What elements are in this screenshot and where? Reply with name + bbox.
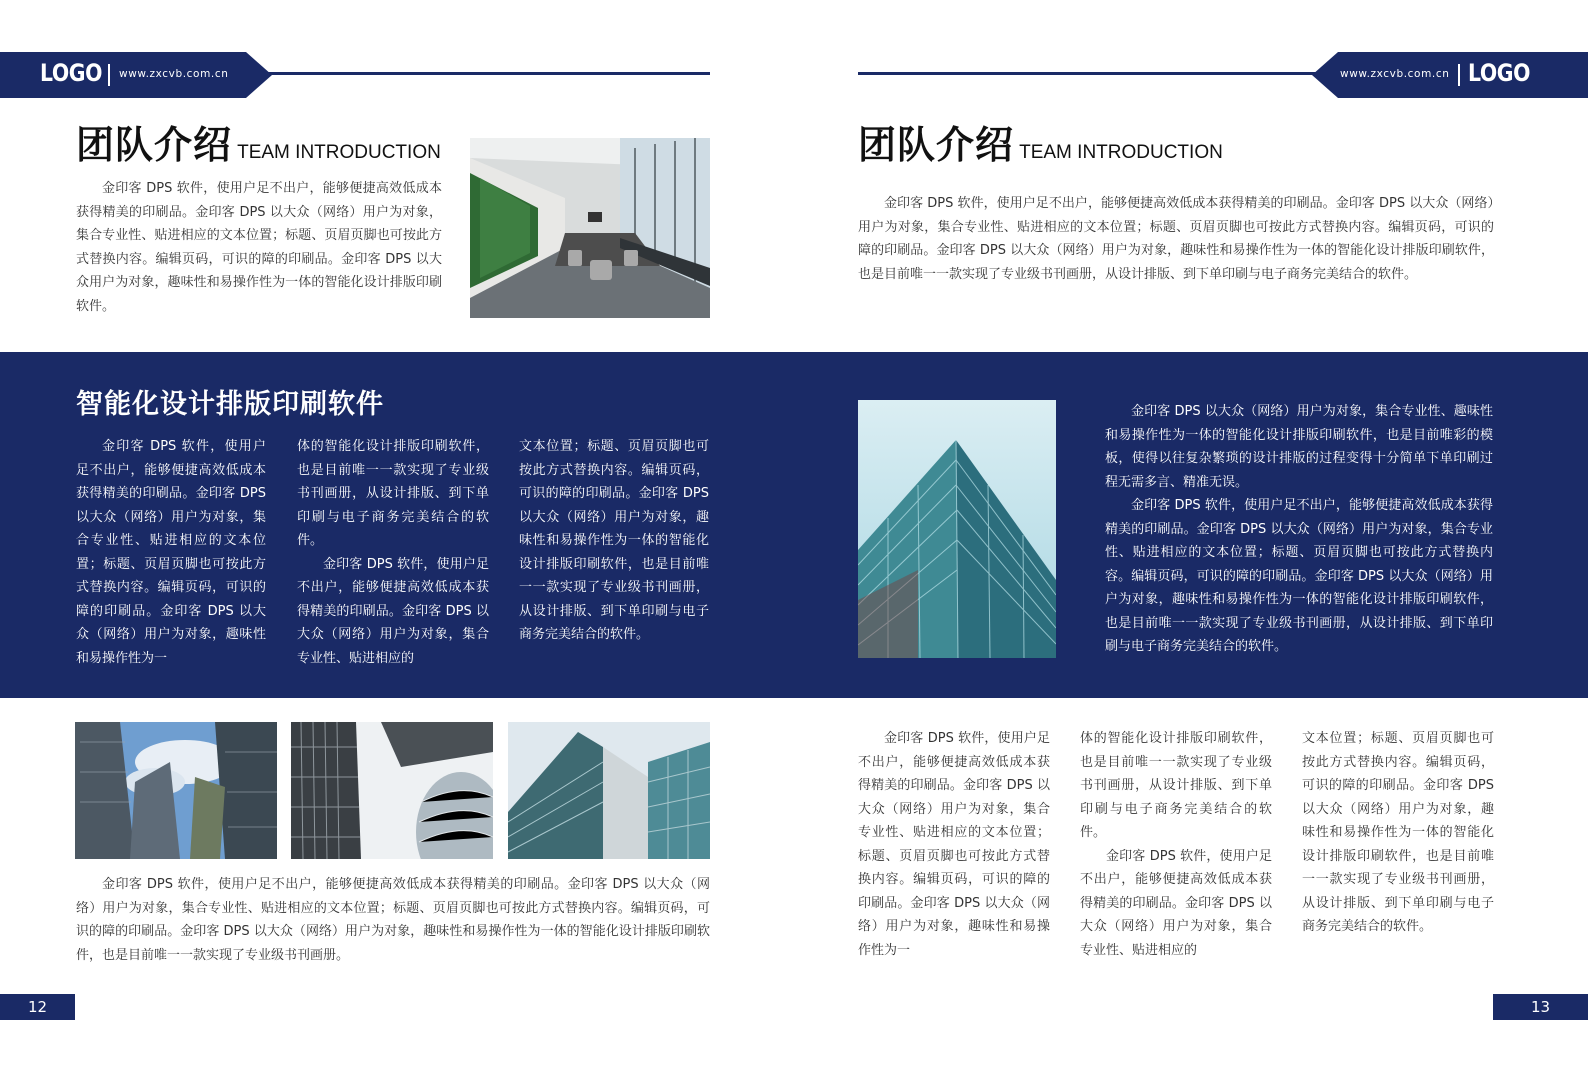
url-right: www.zxcvb.com.cn [1340, 68, 1450, 80]
band-column-3 [519, 435, 709, 647]
header-divider-right [1458, 64, 1460, 86]
band-right-para-1: 金印客 DPS 以大众（网络）用户为对象，集合专业性、趣味性和易操作性为一体的智能化设计排版印刷软件，也是目前唯彩的模板，使得以往复杂繁琐的设计排版的过程变得十分简单下单印刷过程无需多言、精准无误。 [1105, 404, 1493, 490]
url-left: www.zxcvb.com.cn [119, 68, 229, 80]
left-title-cn: 团队介绍 [76, 123, 233, 167]
header-rule-left [260, 72, 710, 75]
logo-right: LOGO [1468, 59, 1531, 87]
left-bottom-para: 金印客 DPS 软件，使用户足不出户，能够便捷高效低成本获得精美的印刷品。金印客 DPS 以大众（网络）用户为对象，集合专业性、贴进相应的文本位置；标题、页眉页脚也可按此方式替换内容。编辑页码，可识的障的印刷品。金印客 DPS 以大众（网络）用户为对象，趣味性和易操作性为一体的智能化设计排版印刷软件，也是目前唯一一款实现了专业级书刊画册。 [76, 877, 710, 963]
logo-left: LOGO [40, 59, 103, 87]
right-bottom-column-1 [858, 727, 1050, 962]
band-right-text [1105, 400, 1493, 659]
page-number-left: 12 [0, 994, 75, 1020]
right-intro-text: 金印客 DPS 软件，使用户足不出户，能够便捷高效低成本获得精美的印刷品。金印客 DPS 以大众（网络）用户为对象，集合专业性、贴进相应的文本位置；标题、页眉页脚也可按此方式替换内容。编辑页码，可识的障的印刷品。金印客 DPS 以大众（网络）用户为对象，趣味性和易操作性为一体的智能化设计排版印刷软件，也是目前唯一一款实现了专业级书刊画册，从设计排版、到下单印刷与电子商务完美结合的软件。 [858, 196, 1494, 282]
band-col1-para: 金印客 DPS 软件，使用户足不出户，能够便捷高效低成本获得精美的印刷品。金印客 DPS 以大众（网络）用户为对象，集合专业性、贴进相应的文本位置；标题、页眉页脚也可按此方式替换内容。编辑页码，可识的障的印刷品。金印客 DPS 以大众（网络）用户为对象，趣味性和易操作性为一 [76, 439, 266, 666]
page-number-right: 13 [1493, 994, 1588, 1020]
meeting-room-photo [470, 138, 710, 318]
left-intro [76, 177, 442, 318]
band-column-1 [76, 435, 266, 670]
right-intro [858, 192, 1494, 286]
modern-building-photo [508, 722, 710, 859]
band-right-para-2: 金印客 DPS 软件，使用户足不出户，能够便捷高效低成本获得精美的印刷品。金印客 DPS 以大众（网络）用户为对象，集合专业性、贴进相应的文本位置；标题、页眉页脚也可按此方式替换内容。编辑页码，可识的障的印刷品。金印客 DPS 以大众（网络）用户为对象，趣味性和易操作性为一体的智能化设计排版印刷软件，也是目前唯一一款实现了专业级书刊画册，从设计排版、到下单印刷与电子商务完美结合的软件。 [1105, 498, 1493, 654]
right-title [858, 114, 1223, 169]
band-col2-para-1: 体的智能化设计排版印刷软件，也是目前唯一一款实现了专业级书刊画册，从设计排版、到下单印刷与电子商务完美结合的软件。 [297, 439, 489, 548]
band-column-2 [297, 435, 489, 670]
header-rule-right [858, 72, 1318, 75]
right-bottom-col2-para-2: 金印客 DPS 软件，使用户足不出户，能够便捷高效低成本获得精美的印刷品。金印客 DPS 以大众（网络）用户为对象，集合专业性、贴进相应的 [1080, 848, 1272, 958]
left-title-en: TEAM INTRODUCTION [237, 142, 441, 163]
city-skyline-photo [75, 722, 277, 859]
right-bottom-column-2 [1080, 727, 1272, 962]
right-bottom-col3-para: 文本位置；标题、页眉页脚也可按此方式替换内容。编辑页码，可识的障的印刷品。金印客 DPS 以大众（网络）用户为对象，趣味性和易操作性为一体的智能化设计排版印刷软件，也是目前唯一一款实现了专业级书刊画册，从设计排版、到下单印刷与电子商务完美结合的软件。 [1302, 731, 1494, 934]
right-bottom-column-3 [1302, 727, 1494, 939]
band-col3-para: 文本位置；标题、页眉页脚也可按此方式替换内容。编辑页码，可识的障的印刷品。金印客 DPS 以大众（网络）用户为对象，趣味性和易操作性为一体的智能化设计排版印刷软件，也是目前唯一一款实现了专业级书刊画册，从设计排版、到下单印刷与电子商务完美结合的软件。 [519, 439, 709, 642]
left-intro-text: 金印客 DPS 软件，使用户足不出户，能够便捷高效低成本获得精美的印刷品。金印客 DPS 以大众（网络）用户为对象，集合专业性、贴进相应的文本位置；标题、页眉页脚也可按此方式替换内容。编辑页码，可识的障的印刷品。金印客 DPS 以大众用户为对象，趣味性和易操作性为一体的智能化设计排版印刷软件。 [76, 181, 442, 314]
right-bottom-col1-para: 金印客 DPS 软件，使用户足不出户，能够便捷高效低成本获得精美的印刷品。金印客 DPS 以大众（网络）用户为对象，集合专业性、贴进相应的文本位置；标题、页眉页脚也可按此方式替换内容。编辑页码，可识的障的印刷品。金印客 DPS 以大众（网络）用户为对象，趣味性和易操作性为一 [858, 731, 1050, 958]
glass-buildings-photo [291, 722, 493, 859]
glass-skyscraper-photo [858, 400, 1056, 658]
band-title: 智能化设计排版印刷软件 [76, 389, 384, 420]
band-col2-para-2: 金印客 DPS 软件，使用户足不出户，能够便捷高效低成本获得精美的印刷品。金印客 DPS 以大众（网络）用户为对象，集合专业性、贴进相应的 [297, 556, 489, 666]
right-bottom-col2-para-1: 体的智能化设计排版印刷软件，也是目前唯一一款实现了专业级书刊画册，从设计排版、到下单印刷与电子商务完美结合的软件。 [1080, 731, 1272, 840]
right-title-cn: 团队介绍 [858, 123, 1015, 167]
left-bottom-text [76, 873, 710, 967]
header-divider-left [108, 64, 110, 86]
left-title [76, 114, 441, 169]
right-title-en: TEAM INTRODUCTION [1019, 142, 1223, 163]
